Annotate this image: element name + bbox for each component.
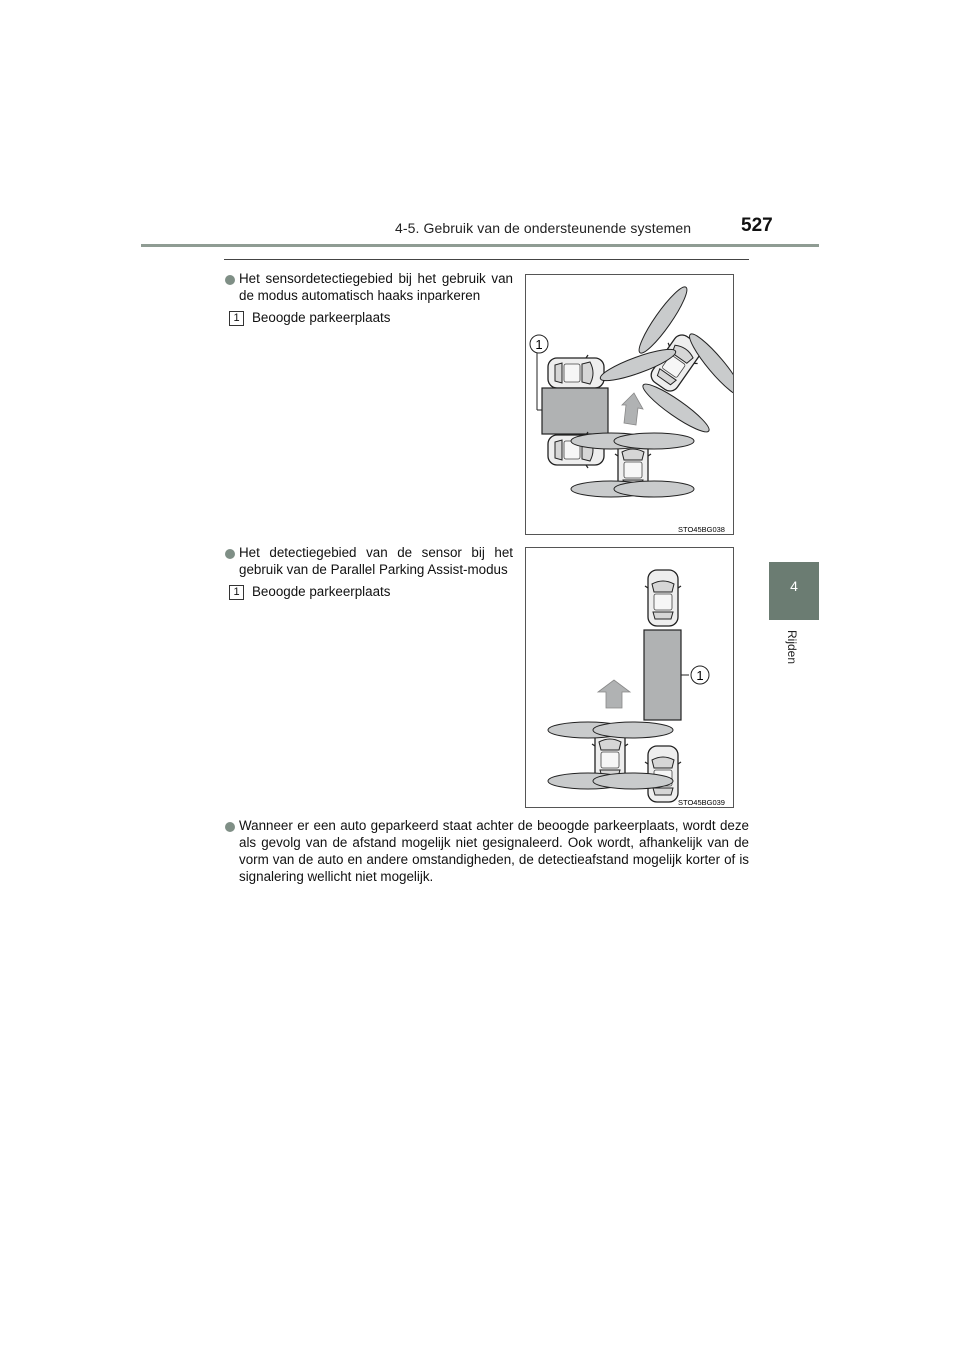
content-rule bbox=[224, 259, 749, 260]
parked-car-top bbox=[548, 355, 604, 391]
chapter-number: 4 bbox=[790, 578, 798, 594]
callout-number: 1 bbox=[535, 337, 543, 352]
legend-label: Beoogde parkeerplaats bbox=[252, 584, 391, 599]
bullet-icon bbox=[225, 549, 235, 559]
chapter-label: Rijden bbox=[785, 630, 799, 665]
bullet-icon bbox=[225, 822, 235, 832]
target-parking-space bbox=[644, 630, 681, 720]
bullet-icon bbox=[225, 275, 235, 285]
parked-car-front bbox=[645, 570, 681, 626]
bullet-text: Het detectiegebied van de sensor bij het gebruik van de Parallel Parking Assist-modus bbox=[239, 545, 513, 577]
figure-code: STO45BG038 bbox=[678, 525, 725, 534]
diagram-parallel bbox=[526, 548, 733, 807]
figure-parallel-parking bbox=[525, 547, 734, 808]
direction-arrow-icon bbox=[622, 393, 643, 425]
page-number: 527 bbox=[741, 215, 773, 236]
legend-row bbox=[229, 584, 390, 600]
section-header: 4-5. Gebruik van de ondersteunende systemen bbox=[395, 220, 692, 236]
diagram-perpendicular bbox=[526, 275, 733, 534]
legend-row bbox=[229, 310, 390, 326]
target-parking-space bbox=[542, 388, 608, 434]
callout-number: 1 bbox=[696, 668, 704, 683]
legend-label: Beoogde parkeerplaats bbox=[252, 310, 391, 325]
legend-number-badge: 1 bbox=[229, 585, 244, 600]
legend-number-badge: 1 bbox=[229, 311, 244, 326]
bullet-text: Het sensordetectiegebied bij het gebruik van de modus automatisch haaks inparkeren bbox=[239, 271, 513, 303]
bullet-text: Wanneer er een auto geparkeerd staat achter de beoogde parkeerplaats, wordt deze als gevolg van de afstand mogelijk niet gesignaleerd. Ook wordt, afhankelijk van de vorm van de auto en andere omstandigheden, de detectieafstand mogelijk korter of is signalering wellicht niet mogelijk. bbox=[239, 818, 749, 884]
direction-arrow-icon bbox=[598, 680, 630, 708]
header-rule bbox=[141, 244, 819, 247]
figure-perpendicular-parking bbox=[525, 274, 734, 535]
figure-code: STO45BG039 bbox=[678, 798, 725, 807]
